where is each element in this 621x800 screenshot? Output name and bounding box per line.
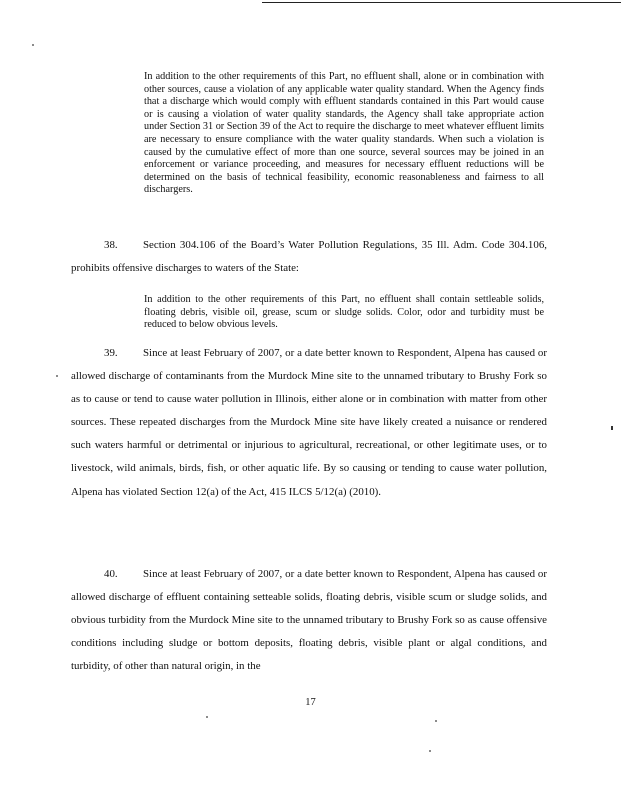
- paragraph-39: [71, 342, 547, 504]
- scan-speck: [435, 720, 437, 722]
- margin-mark: [611, 426, 613, 430]
- scan-speck: [429, 750, 431, 752]
- page-number: 17: [305, 697, 316, 708]
- paragraph-text: Since at least February of 2007, or a date better known to Respondent, Alpena has caused or allowed discharge of effluent containing setteable solids, floating debris, visible scum or sludge solids, and obvious turbidity from the Murdock Mine site to the unnamed tributary to Brushy Fork so as cause offensive conditions including sludge or bottom deposits, floating debris, visible plant or algal conditions, and turbidity, of other than natural origin, in the: [71, 568, 547, 673]
- paragraph-text: Since at least February of 2007, or a date better known to Respondent, Alpena has caused or allowed discharge of contaminants from the Murdock Mine site to the unnamed tributary to Brushy Fork so as to cause or tend to cause water pollution in Illinois, either alone or in combination with matter from other sources. These repeated discharges from the Murdock Mine site have likely created a nuisance or rendered such waters harmful or detrimental or injurious to agricultural, recreational, or other legitimate uses, or to livestock, wild animals, birds, fish, or other aquatic life. By so causing or tending to cause water pollution, Alpena has violated Section 12(a) of the Act, 415 ILCS 5/12(a) (2010).: [71, 347, 547, 498]
- paragraph-text: Section 304.106 of the Board’s Water Pollution Regulations, 35 Ill. Adm. Code 304.106, prohibits offensive discharges to waters of the State:: [71, 239, 547, 275]
- scan-speck: [206, 716, 208, 718]
- paragraph-number: 39.: [104, 347, 118, 359]
- paragraph-number: 40.: [104, 568, 118, 580]
- top-edge-rule: [262, 2, 621, 3]
- scan-speck: [56, 375, 58, 377]
- scan-speck: [32, 44, 34, 46]
- block-quote-304-106: In addition to the other requirements of this Part, no effluent shall contain settleable solids, floating debris, visible oil, grease, scum or sludge solids. Color, odor and turbidity must be reduced to below obvious levels.: [144, 294, 544, 331]
- paragraph-40: [71, 563, 547, 678]
- paragraph-38: [71, 234, 547, 280]
- paragraph-number: 38.: [104, 239, 118, 251]
- block-quote-304-105: In addition to the other requirements of this Part, no effluent shall, alone or in combination with other sources, cause a violation of any applicable water quality standard. When the Agency finds that a discharge which would comply with effluent standards contained in this Part would cause or is causing a violation of water quality standards, the Agency shall take appropriate action under Section 31 or Section 39 of the Act to require the discharge to meet whatever effluent limits are necessary to ensure compliance with the water quality standards. When such a violation is caused by the cumulative effect of more than one source, several sources may be joined in an enforcement or variance proceeding, and measures for necessary effluent reductions will be determined on the basis of technical feasibility, economic reasonableness and fairness to all dischargers.: [144, 71, 544, 196]
